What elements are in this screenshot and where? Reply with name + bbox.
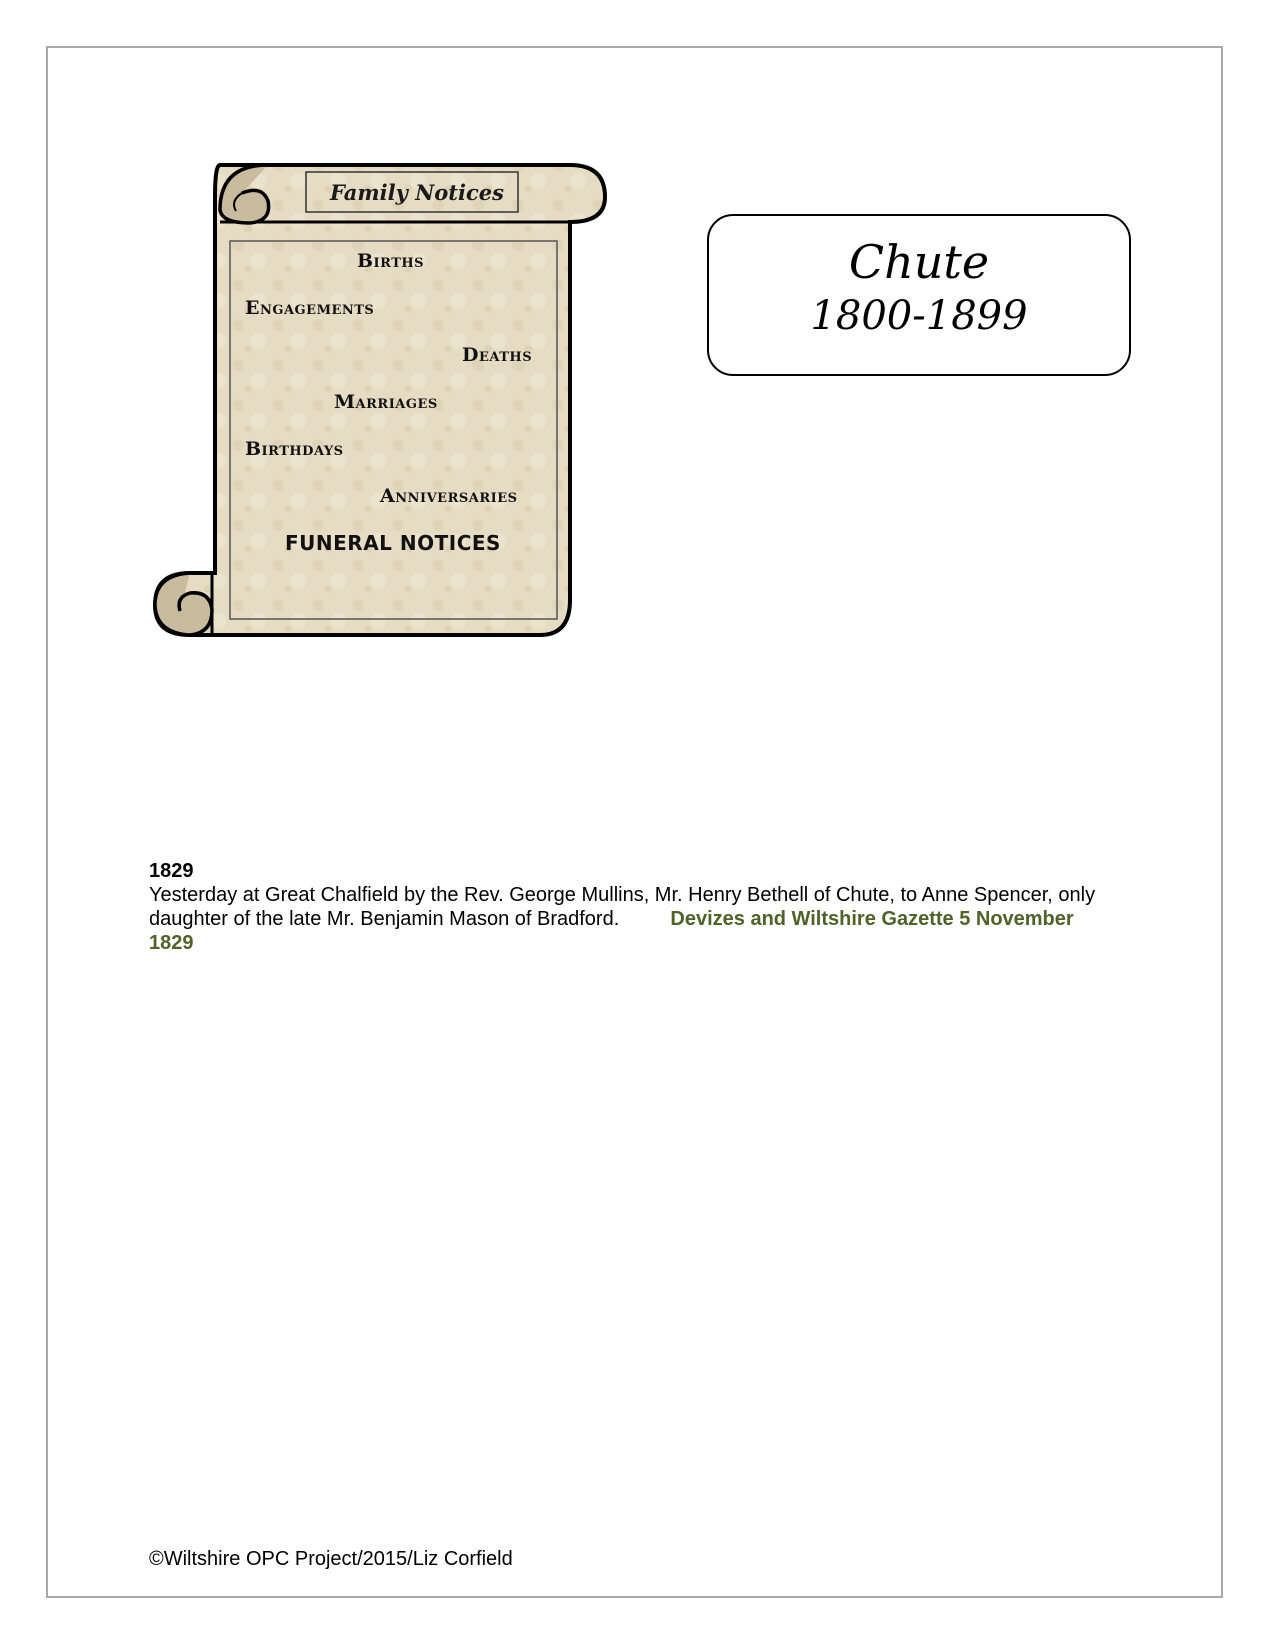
- entry-text: Yesterday at Great Chalfield by the Rev. George Mullins, Mr. Henry Bethell of Chute, to Anne Spencer, only daughter of the late Mr. Benjamin Mason of Bradford.: [149, 884, 1096, 930]
- parish-name: Chute: [848, 235, 990, 289]
- notice-entry: [149, 859, 1109, 955]
- entry-source: Devizes and Wiltshire Gazette 5 November 1829: [149, 908, 1074, 954]
- notice-marriages: Marriages: [334, 391, 438, 413]
- copyright-footer: ©Wiltshire OPC Project/2015/Liz Corfield: [149, 1548, 513, 1570]
- notice-deaths: Deaths: [462, 344, 533, 366]
- parish-title-box: [707, 214, 1131, 376]
- date-range: 1800-1899: [810, 293, 1028, 339]
- notice-birthdays: Birthdays: [245, 438, 344, 460]
- notice-anniversaries: Anniversaries: [380, 485, 518, 507]
- notice-engagements: Engagements: [245, 297, 375, 319]
- entry-year: 1829: [149, 860, 194, 882]
- notice-births: Births: [357, 250, 425, 272]
- notice-funeral: FUNERAL NOTICES: [285, 531, 501, 555]
- scroll-title: Family Notices: [330, 179, 504, 205]
